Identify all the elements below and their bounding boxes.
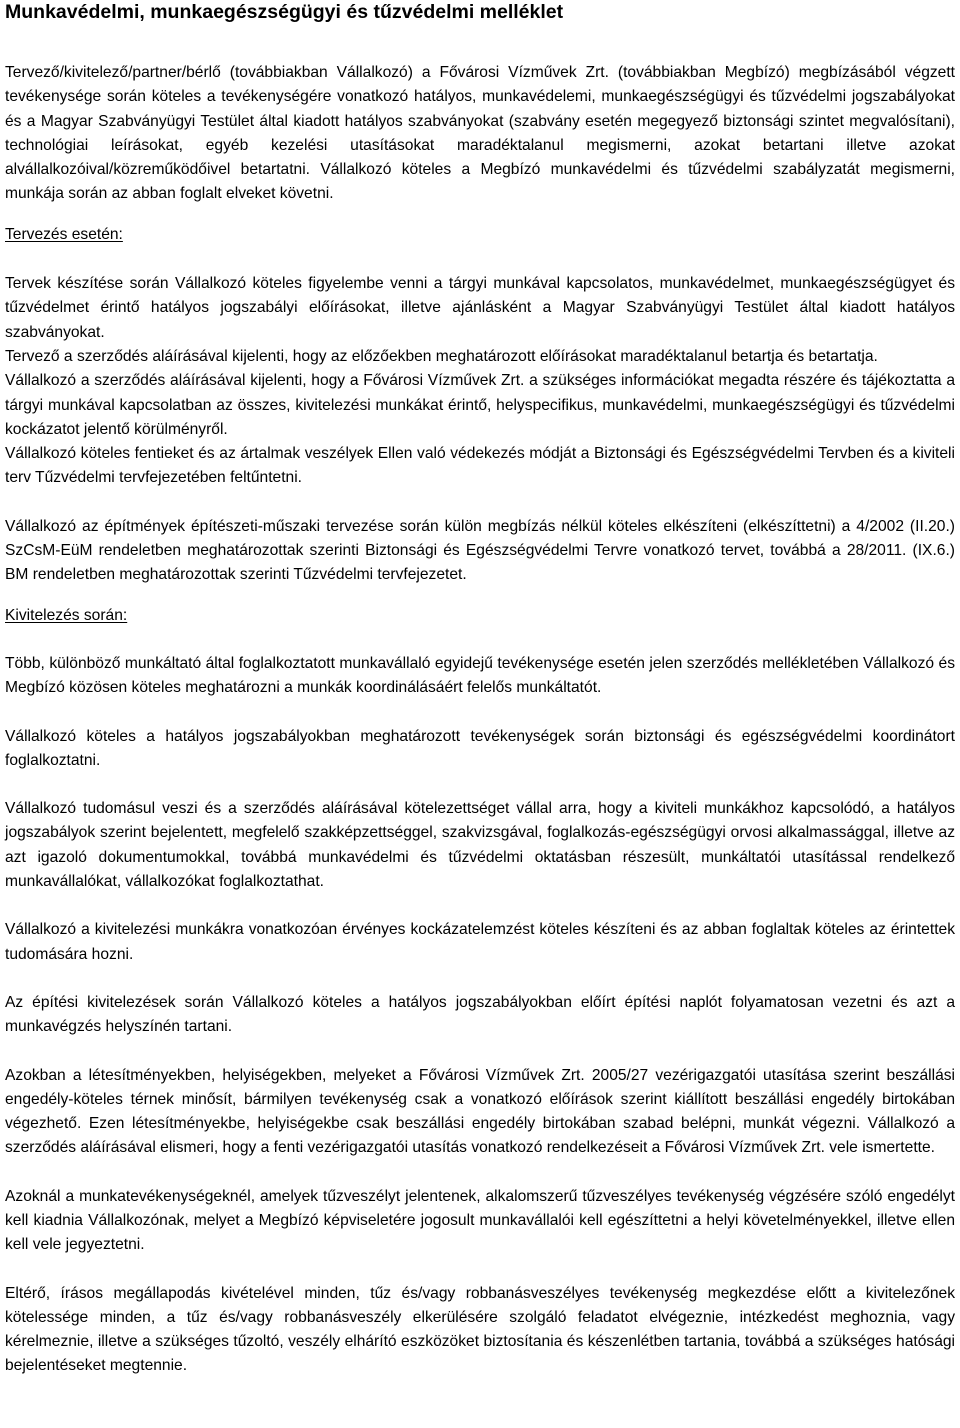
document-title: Munkavédelmi, munkaegészségügyi és tűzvédelmi melléklet [5,1,564,23]
section-paragraph: Vállalkozó a kivitelezési munkákra vonatkozóan érvényes kockázatelemzést köteles készíteni és az abban foglaltak köteles az érintettek tudomására hozni. [5,921,955,963]
section-paragraph: Több, különböző munkáltató által foglalkoztatott munkavállaló egyidejű tevékenysége esetén jelen szerződés mellékletében Vállalkozó és Megbízó közösen köteles meghatározni a munkák koordinálásáért felelős munkáltatót. [5,654,955,697]
section-heading-kivitelezes: Kivitelezés során: [5,606,128,624]
section-paragraph: Vállalkozó a szerződés aláírásával kijelenti, hogy a Fővárosi Vízművek Zrt. a szükséges információkat megadta részére és tájékoztatta a tárgyi munkával kapcsolatban az összes, kivitelezési munkákat érintő, helyspecifikus, munkavédelmi, munkaegészségügyi és tűzvédelmi kockázatot jelentő körülményről. [5,372,955,438]
section-paragraph: Azoknál a munkatevékenységeknél, amelyek tűzveszélyt jelentenek, alkalomszerű tűzveszélyes tevékenység végzésére szóló engedélyt kell kiadnia Vállalkozónak, melyet a Megbízó képviseletére jogosult munkavállalói kell egészíttetni a helyi követelményekkel, illetve ellen kell vele jegyeztetni. [5,1187,955,1254]
section-paragraph: Tervek készítése során Vállalkozó köteles figyelembe venni a tárgyi munkával kapcsolatos, munkavédelmet, munkaegészségügyet és tűzvédelmet érintő hatályos jogszabályi előírásokat, illetve ajánlásként a Magyar Szabványügyi Testület által kiadott hatályos szabványokat. [5,275,955,341]
document-page [5,0,955,1379]
section-heading-tervezes: Tervezés esetén: [5,225,123,243]
section-paragraph: Eltérő, írásos megállapodás kivételével minden, tűz és/vagy robbanásveszélyes tevékenység megkezdése előtt a kivitelezőnek kötelessége minden, a tűz és/vagy robbanásveszély elkerülésére szolgáló feladatot elvégeznie, intézkedést meghoznia, vagy kérelmeznie, illetve a szükséges tűzoltó, veszély elhárító eszközöket biztosítania és készenlétben tartania, továbbá a szükséges hatósági bejelentéseket megtennie. [5,1284,955,1375]
section-paragraph: Vállalkozó tudomásul veszi és a szerződés aláírásával kötelezettséget vállal arra, hogy a kiviteli munkákhoz kapcsolódó, a hatályos jogszabályok szerint bejelentett, megfelelő szakképzettséggel, szakvizsgával, foglalkozás-egészségügyi orvosi alkalmassággal, illetve az azt igazoló dokumentumokkal, továbbá munkavédelmi és tűzvédelmi oktatásban részesült, munkáltatói utasítással rendelkező munkavállalókat, vállalkozókat foglalkoztathat. [5,800,955,891]
section-paragraph: Azokban a létesítményekben, helyiségekben, melyeket a Fővárosi Vízművek Zrt. 2005/27 vezérigazgatói utasítása szerint beszállási engedély-köteles térnek minősít, bármilyen tevékenység csak a vonatkozó előírások szerint kiállított beszállási engedély birtokában végezhető. Ezen létesítményekbe, helyiségekbe csak beszállási engedély birtokában szabad belépni, munkát végezni. Vállalkozó a szerződés aláírásával elismeri, hogy a fenti vezérigazgatói utasítás vonatkozó rendelkezéseit a Fővárosi Vízművek Zrt. vele ismertette. [5,1066,955,1157]
section-paragraph: Vállalkozó az építmények építészeti-műszaki tervezése során külön megbízás nélkül köteles elkészíteni (elkészíttetni) a 4/2002 (II.20.) SzCsM-EüM rendeletben meghatározottak szerinti Biztonsági és Egészségvédelmi Tervre vonatkozó tervet, továbbá a 28/2011. (IX.6.) BM rendeletben meghatározottak szerinti Tűzvédelmi tervfejezetet. [5,517,955,584]
intro-paragraph: Tervező/kivitelező/partner/bérlő (továbbiakban Vállalkozó) a Fővárosi Vízművek Zrt. (továbbiakban Megbízó) megbízásából végzett tevékenysége során köteles a tevékenységére vonatkozó hatályos, munkavédelemi, munkaegészségügyi és tűzvédelmi jogszabályokat és a Magyar Szabványügyi Testület által kiadott hatályos szabványokat (szabvány esetén megegyező biztonsági szintet megvalósítani), technológiai leírásokat, egyéb kezelési utasításokat maradéktalanul megismerni, azokat betartani illetve azokat alvállalkozóival/közreműködőivel betartatni. Vállalkozó köteles a Megbízó munkavédelmi és tűzvédelmi szabályzatát megismerni, munkája során az abban foglalt elveket követni. [5,64,955,203]
section-paragraph: Vállalkozó köteles a hatályos jogszabályokban meghatározott tevékenységek során biztonsági és egészségvédelmi koordinátort foglalkoztatni. [5,727,955,769]
section-paragraph: Az építési kivitelezések során Vállalkozó köteles a hatályos jogszabályokban előírt építési naplót folyamatosan vezetni és azt a munkavégzés helyszínén tartani. [5,993,955,1036]
section-paragraph: Tervező a szerződés aláírásával kijelenti, hogy az előzőekben meghatározott előírásokat maradéktalanul betartja és betartatja. [5,347,878,365]
section-paragraph: Vállalkozó köteles fentieket és az ártalmak veszélyek Ellen való védekezés módját a Biztonsági és Egészségvédelmi Tervben és a kiviteli terv Tűzvédelmi tervfejezetében feltűntetni. [5,445,955,487]
